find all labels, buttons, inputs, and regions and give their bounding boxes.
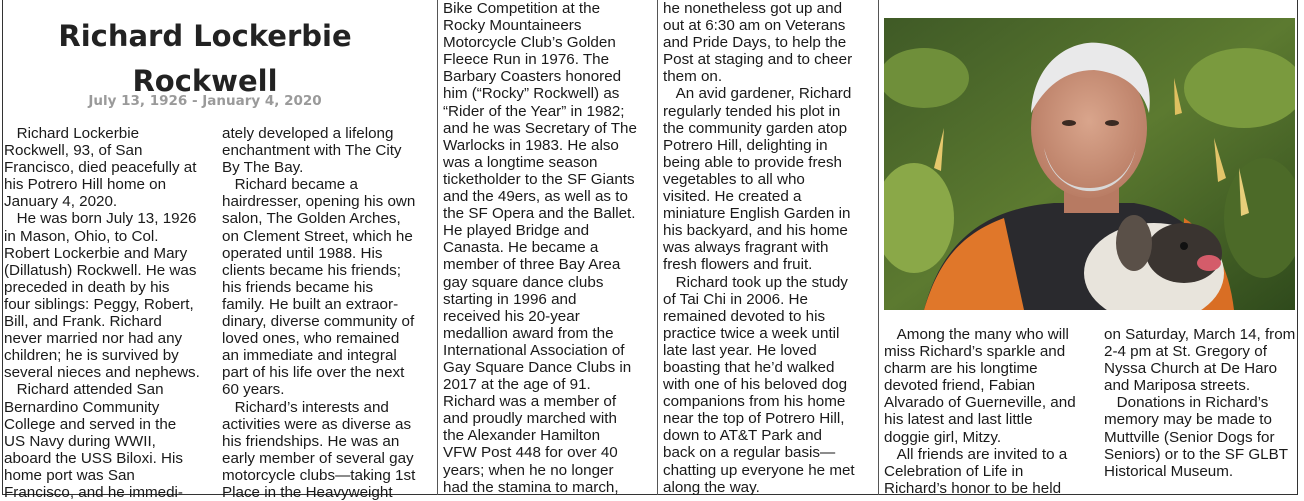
text-line: clients became his friends; bbox=[222, 261, 401, 279]
text-line: children; he is survived by bbox=[4, 347, 179, 365]
text-line: Nyssa Church at De Haro bbox=[1104, 360, 1278, 378]
text-line: Celebration of Life in bbox=[884, 462, 1024, 480]
text-line: devoted friend, Fabian bbox=[884, 377, 1036, 395]
text-line: Place in the Heavyweight bbox=[222, 483, 393, 501]
text-line: the SF Opera and the Ballet. bbox=[443, 205, 636, 223]
text-line: Richard Lockerbie bbox=[4, 125, 140, 142]
text-line: the community garden atop bbox=[663, 119, 848, 137]
text-line: Gay Square Dance Clubs in bbox=[443, 358, 632, 376]
text-column-1 bbox=[4, 125, 200, 501]
name-line-2: Rockwell bbox=[132, 64, 278, 98]
text-line: Fleece Run in 1976. The bbox=[443, 51, 610, 69]
text-line: operated until 1988. His bbox=[222, 244, 383, 262]
text-line: He played Bridge and bbox=[443, 222, 590, 240]
text-line: aboard the USS Biloxi. His bbox=[4, 449, 183, 467]
text-line: (Dillatush) Rockwell. He was bbox=[4, 261, 197, 279]
text-line: Among the many who will bbox=[884, 326, 1069, 343]
text-line: Muttville (Senior Dogs for bbox=[1104, 428, 1275, 446]
text-line: Francisco, and he immedi- bbox=[4, 483, 183, 501]
text-line: 2017 at the age of 91. bbox=[443, 376, 591, 394]
text-line: starting in 1996 and bbox=[443, 290, 577, 308]
text-column-3 bbox=[443, 0, 637, 496]
text-line: miniature English Garden in bbox=[663, 205, 851, 223]
text-line: out at 6:30 am on Veterans bbox=[663, 17, 846, 35]
text-line: loved ones, who remained bbox=[222, 330, 400, 348]
text-line: chatting up everyone he met bbox=[663, 461, 855, 479]
text-line: home port was San bbox=[4, 466, 135, 484]
text-line: his friends became his bbox=[222, 278, 374, 296]
text-line: Donations in Richard’s bbox=[1104, 394, 1269, 412]
text-line: an immediate and integral bbox=[222, 347, 397, 365]
text-line: An avid gardener, Richard bbox=[663, 85, 852, 103]
column-rule bbox=[437, 0, 438, 495]
text-line: never married nor had any bbox=[4, 330, 183, 348]
text-line: He was born July 13, 1926 bbox=[4, 210, 197, 228]
text-line: doggie girl, Mitzy. bbox=[884, 428, 1002, 446]
obituary-title bbox=[40, 14, 370, 104]
text-line: late last year. He loved bbox=[663, 341, 817, 359]
text-line: 2-4 pm at St. Gregory of bbox=[1104, 343, 1267, 361]
text-line: was a longtime season bbox=[443, 153, 598, 171]
text-line: practice twice a week until bbox=[663, 324, 840, 342]
text-line: Richard’s honor to be held bbox=[884, 479, 1062, 497]
text-line: early member of several gay bbox=[222, 449, 414, 467]
text-line: “Rider of the Year” in 1982; bbox=[443, 102, 625, 120]
column-rule bbox=[657, 0, 658, 495]
text-line: activities were as diverse as bbox=[222, 415, 412, 433]
text-line: memory may be made to bbox=[1104, 411, 1272, 429]
text-column-5 bbox=[884, 326, 1076, 497]
text-line: Rocky Mountaineers bbox=[443, 17, 582, 35]
text-line: member of three Bay Area bbox=[443, 256, 621, 274]
text-line: Canasta. He became a bbox=[443, 239, 599, 257]
text-line: vegetables to all who bbox=[663, 170, 805, 188]
text-line: Richard was a member of bbox=[443, 393, 617, 411]
text-line: them on. bbox=[663, 68, 723, 86]
text-line: salon, The Golden Arches, bbox=[222, 210, 401, 228]
text-line: VFW Post 448 for over 40 bbox=[443, 444, 618, 462]
text-line: family. He built an extraor- bbox=[222, 295, 399, 313]
text-line: and he was Secretary of The bbox=[443, 119, 637, 137]
text-line: part of his life over the next bbox=[222, 364, 405, 382]
text-line: years; when he no longer bbox=[443, 461, 614, 479]
text-line: January 4, 2020. bbox=[4, 193, 118, 211]
text-line: Francisco, died peacefully at bbox=[4, 159, 197, 177]
text-line: being able to provide fresh bbox=[663, 153, 842, 171]
text-line: miss Richard’s sparkle and bbox=[884, 343, 1066, 361]
text-line: International Association of bbox=[443, 341, 625, 359]
text-line: Historical Museum. bbox=[1104, 462, 1234, 480]
text-line: remained devoted to his bbox=[663, 307, 826, 325]
text-line: Richard took up the study bbox=[663, 273, 848, 291]
text-line: was always fragrant with bbox=[663, 239, 829, 257]
text-line: the Alexander Hamilton bbox=[443, 427, 601, 445]
text-line: received his 20-year bbox=[443, 307, 580, 325]
text-line: regularly tended his plot in bbox=[663, 102, 841, 120]
text-line: on Saturday, March 14, from bbox=[1104, 326, 1296, 343]
text-line: preceded in death by his bbox=[4, 278, 170, 296]
text-line: near the top of Potrero Hill, bbox=[663, 410, 845, 428]
text-line: ately developed a lifelong bbox=[222, 125, 394, 142]
text-line: All friends are invited to a bbox=[884, 445, 1068, 463]
text-line: motorcycle clubs—taking 1st bbox=[222, 466, 416, 484]
text-line: and Mariposa streets. bbox=[1104, 377, 1251, 395]
text-line: on Clement Street, which he bbox=[222, 227, 413, 245]
text-line: dinary, diverse community of bbox=[222, 313, 415, 331]
text-line: enchantment with The City bbox=[222, 142, 402, 160]
text-line: gay square dance clubs bbox=[443, 273, 604, 291]
text-line: in Mason, Ohio, to Col. bbox=[4, 227, 159, 245]
text-line: Warlocks in 1983. He also bbox=[443, 136, 619, 154]
text-line: Bike Competition at the bbox=[443, 0, 601, 17]
text-line: back on a regular basis— bbox=[663, 444, 836, 462]
text-line: and proudly marched with bbox=[443, 410, 617, 428]
text-line: and the 49ers, as well as to bbox=[443, 188, 628, 206]
text-line: Seniors) or to the SF GLBT bbox=[1104, 445, 1289, 463]
text-line: College and served in the bbox=[4, 415, 177, 433]
text-line: By The Bay. bbox=[222, 159, 304, 177]
text-line: Rockwell, 93, of San bbox=[4, 142, 143, 160]
text-line: of Tai Chi in 2006. He bbox=[663, 290, 808, 308]
text-line: his friendships. He was an bbox=[222, 432, 400, 450]
text-line: US Navy during WWII, bbox=[4, 432, 156, 450]
text-line: ticketholder to the SF Giants bbox=[443, 170, 635, 188]
text-column-6 bbox=[1104, 326, 1295, 480]
text-line: Potrero Hill, delighting in bbox=[663, 136, 828, 154]
text-line: his Potrero Hill home on bbox=[4, 176, 167, 194]
text-line: several nieces and nephews. bbox=[4, 364, 200, 382]
text-line: Barbary Coasters honored bbox=[443, 68, 622, 86]
text-line: four siblings: Peggy, Robert, bbox=[4, 295, 194, 313]
text-line: his latest and last little bbox=[884, 411, 1033, 429]
text-line: Richard became a bbox=[222, 176, 358, 194]
text-line: 60 years. bbox=[222, 381, 285, 399]
text-line: Richard’s interests and bbox=[222, 398, 389, 416]
text-line: medallion award from the bbox=[443, 324, 614, 342]
text-column-4 bbox=[663, 0, 855, 496]
text-line: had the stamina to march, bbox=[443, 478, 619, 496]
text-column-2 bbox=[222, 125, 415, 501]
text-line: Bernardino Community bbox=[4, 398, 160, 416]
text-line: Alvarado of Guerneville, and bbox=[884, 394, 1076, 412]
text-line: charm are his longtime bbox=[884, 360, 1038, 378]
text-line: Motorcycle Club’s Golden bbox=[443, 34, 616, 52]
text-line: Richard attended San bbox=[4, 381, 164, 399]
text-line: companions from his home bbox=[663, 393, 846, 411]
text-line: hairdresser, opening his own bbox=[222, 193, 416, 211]
text-line: down to AT&T Park and bbox=[663, 427, 822, 445]
text-line: he nonetheless got up and bbox=[663, 0, 843, 17]
text-line: and Pride Days, to help the bbox=[663, 34, 847, 52]
column-rule bbox=[878, 0, 879, 495]
name-line-1: Richard Lockerbie bbox=[58, 19, 352, 53]
text-line: Robert Lockerbie and Mary bbox=[4, 244, 188, 262]
text-line: Post at staging and to cheer bbox=[663, 51, 853, 69]
text-line: his backyard, and his home bbox=[663, 222, 848, 240]
text-line: boasting that he’d walked bbox=[663, 358, 835, 376]
text-line: fresh flowers and fruit. bbox=[663, 256, 813, 274]
text-line: Bill, and Frank. Richard bbox=[4, 313, 162, 331]
portrait-photo bbox=[884, 18, 1295, 310]
life-dates: July 13, 1926 - January 4, 2020 bbox=[88, 93, 322, 109]
text-line: with one of his beloved dog bbox=[663, 376, 848, 394]
portrait-illustration bbox=[884, 18, 1295, 310]
text-line: visited. He created a bbox=[663, 188, 802, 206]
text-line: along the way. bbox=[663, 478, 760, 496]
text-line: him (“Rocky” Rockwell) as bbox=[443, 85, 620, 103]
